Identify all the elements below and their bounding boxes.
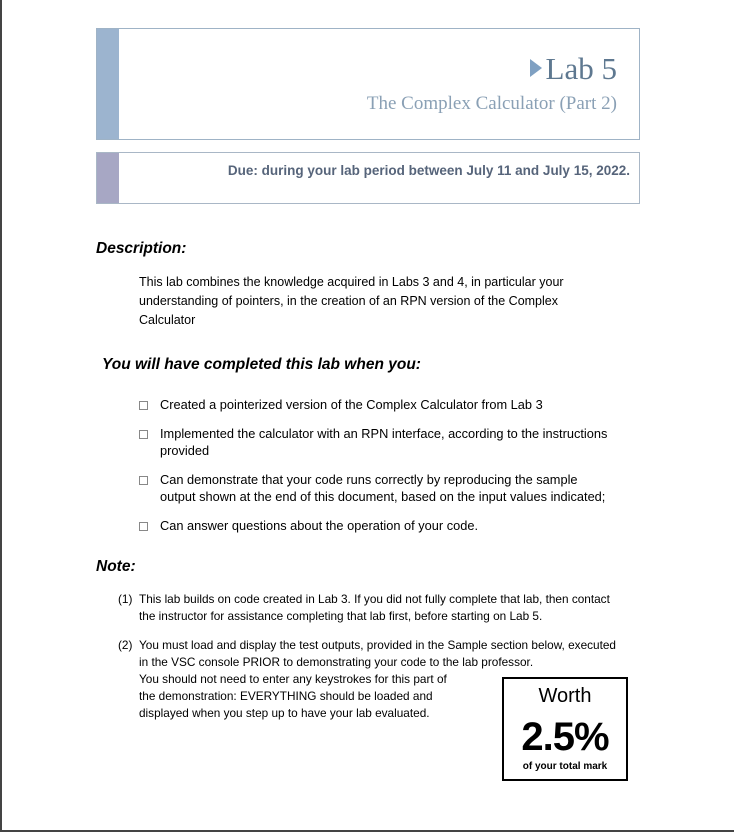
note-line: displayed when you step up to have your lab evaluated. [139,706,430,720]
checkbox-icon [139,401,148,410]
checklist-item-text: output shown at the end of this document, based on the input values indicated; [160,489,606,504]
note-line: This lab builds on code created in Lab 3. If you did not fully complete that lab, then contact [139,592,610,606]
note-heading: Note: [96,558,136,575]
title-accent-bar [97,29,119,139]
checklist-item-text: provided [160,443,210,458]
description-line: understanding of pointers, in the creation of an RPN version of the Complex [139,294,558,308]
completion-heading: You will have completed this lab when you: [102,356,421,373]
note-line: the demonstration: EVERYTHING should be loaded and [139,689,433,703]
due-accent-bar [97,153,119,203]
checkbox-icon [139,430,148,439]
lab-subtitle: The Complex Calculator (Part 2) [366,93,617,114]
due-banner [96,152,640,204]
worth-box [502,677,628,781]
triangle-bullet-icon [530,59,542,77]
note-number: (1) [118,592,133,606]
checkbox-icon [139,522,148,531]
worth-footnote: of your total mark [522,761,608,772]
checklist-item-text: Can demonstrate that your code runs correctly by reproducing the sample [160,472,578,487]
checklist-item [139,471,639,505]
note-item [118,591,638,625]
lab-title [530,51,617,87]
checklist-item-text: Created a pointerized version of the Complex Calculator from Lab 3 [160,397,543,412]
checklist-item [139,517,639,534]
description-text [139,273,564,330]
checklist-item-text: Can answer questions about the operation of your code. [160,518,478,533]
due-date-text: Due: during your lab period between July 11 and July 15, 2022. [227,163,630,178]
checklist-item-text: Implemented the calculator with an RPN interface, according to the instructions [160,426,608,441]
description-line: This lab combines the knowledge acquired in Labs 3 and 4, in particular your [139,275,564,289]
description-heading: Description: [96,240,187,257]
note-line: the instructor for assistance completing that lab first, before starting on Lab 5. [139,609,543,623]
note-line: You should not need to enter any keystrokes for this part of [139,672,447,686]
description-line: Calculator [139,313,196,327]
note-number: (2) [118,638,133,652]
note-line: in the VSC console PRIOR to demonstrating your code to the lab professor. [139,655,534,669]
completion-checklist [139,396,639,534]
worth-value: 2.5% [521,715,609,759]
lab-title-text: Lab 5 [545,51,617,86]
checklist-item [139,396,639,413]
worth-label: Worth [538,685,592,707]
checklist-item [139,425,639,459]
note-line: You must load and display the test outputs, provided in the Sample section below, executed [139,638,616,652]
checkbox-icon [139,476,148,485]
title-banner [96,28,640,140]
